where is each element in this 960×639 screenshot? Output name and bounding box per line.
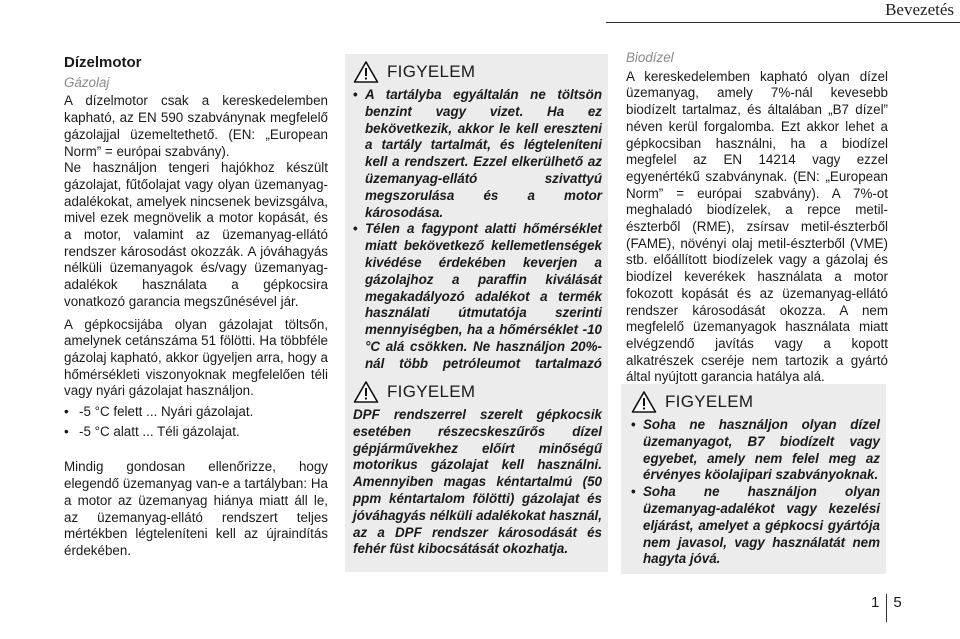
- warning-item: • Soha ne használjon olyan dízel üzemanyagot, B7 biodízelt vagy egyebet, amely nem felel meg az érvényes köolajipari szabványoknak.: [631, 417, 880, 484]
- warning-header: [353, 379, 602, 405]
- warning-item: • A tartályba egyáltalán ne töltsön benzint vagy vizet. Ha ez bekövetkezik, akkor le kell ereszteni a tartály tartalmát, és légteleníteni kell a rendszert. Ezzel elkerülhető az üzemanyag-ellátó szivattyú megszorulása és a motor károsodása.: [353, 87, 602, 221]
- warning-title: FIGYELEM: [387, 381, 476, 401]
- warning-title: FIGYELEM: [665, 391, 754, 411]
- paragraph: A dízelmotor csak a kereskedelemben kapható, az EN 590 szabványnak megfelelő gázolajjal üzemeltethető. (EN: „European Norm” = európai szabvány).: [64, 93, 328, 159]
- page-number: [871, 594, 902, 622]
- warning-text: DPF rendszerrel szerelt gépkocsik esetében részecskeszűrős dízel gépjárművekhez előírt minőségű motorikus gázolajat kell használni. Amennyiben magas kéntartalmú (50 ppm kéntartalom fölötti) gázolajat és jóváhagyás nélküli adalékokat használ, az a DPF rendszer károsodását és fehér füst kibocsátását okozhatja.: [353, 407, 602, 557]
- paragraph: Ne használjon tengeri hajókhoz készült gázolajat, fűtőolajat vagy olyan üzemanyag-adalékokat, amelyek nincsenek bevizsgálva, mivel ezek megnövelik a motor kopását, és a motor, valamint az üzemanyag-ellátó rendszer károsodást okozzák. A jóváhagyás nélküli üzemanyagok és/vagy üzemanyag-adalékok használata a gépkocsira vonatkozó garancia megszűnésével jár.: [64, 160, 328, 309]
- warning-title: FIGYELEM: [387, 61, 476, 81]
- page-index: 5: [893, 594, 902, 611]
- header-rule: [606, 22, 960, 23]
- chapter-title: Bevezetés: [885, 0, 954, 19]
- warning-header: [353, 59, 602, 85]
- warning-triangle-icon: [631, 390, 657, 414]
- spacer: [64, 443, 328, 459]
- list-item: • -5 °C felett ... Nyári gázolajat.: [64, 404, 328, 421]
- right-column: [626, 50, 888, 386]
- warning-header: [631, 389, 880, 415]
- warning-box: [345, 374, 608, 572]
- left-column: [64, 50, 328, 560]
- warning-triangle-icon: [353, 380, 379, 404]
- warning-item: • Télen a fagypont alatti hőmérséklet miatt bekövetkező kellemetlenségek kivédése érdekében keverjen a gázolajhoz a paraffin kiválását megakadályozó adalékot a termék használati útmutatója szerinti mennyiségben, ha a hőmérséklet -10 °C alá csökken. Ne használjon 20%-nál több petróleumot tartalmazó: [353, 221, 602, 389]
- section-number: 1: [871, 594, 880, 611]
- subsection-title: Gázolaj: [64, 74, 110, 90]
- paragraph: A gépkocsijába olyan gázolajat töltsőn, amelynek cetánszáma 51 fölötti. Ha többféle gázolaj kapható, akkor ügyeljen arra, hogy a hőmérsékleti viszonyoknak megfelelően téli vagy nyári gázolajat használjon.: [64, 316, 328, 399]
- subsection-title: Biodízel: [626, 50, 674, 65]
- paragraph: Mindig gondosan ellenőrizze, hogy elegendő üzemanyag van-e a tartályban: Ha a motor az üzemanyag hiánya miatt áll le, az üzemanyag-ellátó rendszert teljes mértékben légteleníteni kell az újraindítás érdekében.: [64, 459, 328, 558]
- page-number-divider: [886, 594, 887, 622]
- list-item: • -5 °C alatt ... Téli gázolajat.: [64, 424, 328, 441]
- warning-item: • Soha ne használjon olyan üzemanyag-adalékot vagy kezelési eljárást, amelyet a gépkocsi gyártója nem javasol, vagy használatát nem hagyta jóvá.: [631, 484, 880, 568]
- warning-triangle-icon: [353, 60, 379, 84]
- temperature-list: [64, 404, 328, 440]
- paragraph: A kereskedelemben kapható olyan dízel üzemanyag, amely 7%-nál kevesebb biodízelt tartalmaz, és általában „B7 dízel” néven kerül forgalomba. Ezt akkor lehet a gépkocsiban használni, ha a biodízel megfelel az EN 14214 vagy ezzel egyenértékű szabványnak. (EN: „European Norm” = európai szabvány). A 7%-ot meghaladó biodízelek, a repce metil-észterből (RME), zsírsav metil-észterből (FAME), növényi olaj metil-észterből (VME) stb. előállított biodízelek vagy a gázolaj és biodízel keverékek használata a motor fokozott kopását és az üzemanyag-ellátó rendszer károsodását okozza. A nem megfelelő üzemanyagok használata miatt elvégzendő javítás vagy a kopott alkatrészek cseréje nem tartozik a gyártó által nyújtott garancia hatálya alá.: [626, 68, 888, 385]
- warning-list: [631, 417, 880, 568]
- section-title: Dízelmotor: [64, 54, 142, 71]
- warning-box: [621, 384, 886, 574]
- warning-box: [345, 54, 608, 395]
- warning-list: [353, 87, 602, 389]
